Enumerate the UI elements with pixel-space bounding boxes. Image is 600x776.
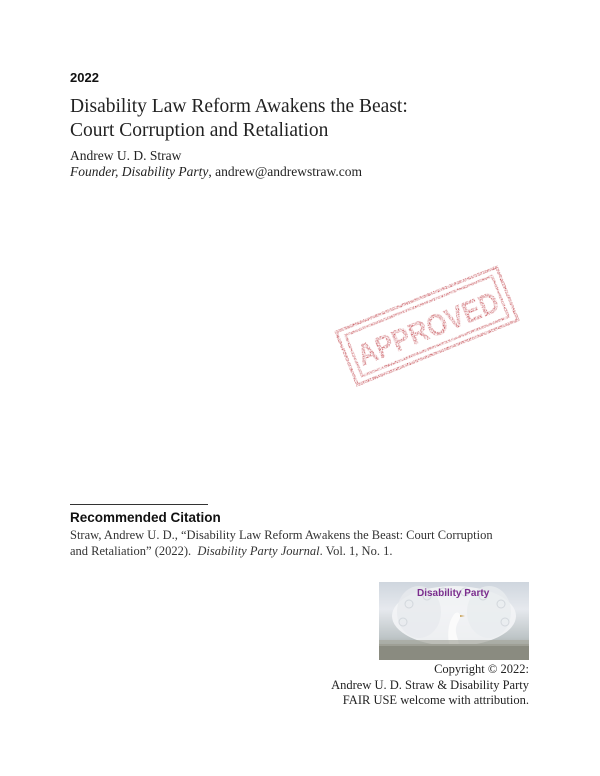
author-name: Andrew U. D. Straw bbox=[70, 148, 182, 163]
citation-text bbox=[70, 527, 540, 559]
citation-divider bbox=[70, 504, 208, 505]
citation-line-2-suffix: . Vol. 1, No. 1. bbox=[319, 544, 393, 558]
copyright-line-1: Copyright © 2022: bbox=[434, 662, 529, 676]
stamp-text: APPROVED bbox=[351, 275, 527, 373]
copyright-line-3: FAIR USE welcome with attribution. bbox=[342, 693, 529, 707]
citation-line-2 bbox=[70, 543, 540, 559]
affiliation-role: Founder, Disability Party bbox=[70, 164, 209, 179]
approved-stamp bbox=[327, 256, 527, 396]
copyright-notice bbox=[300, 662, 529, 709]
author-affiliation bbox=[70, 164, 362, 180]
title-line-2: Court Corruption and Retaliation bbox=[70, 120, 329, 141]
publication-year: 2022 bbox=[70, 70, 99, 85]
citation-heading: Recommended Citation bbox=[70, 510, 221, 525]
copyright-line-2: Andrew U. D. Straw & Disability Party bbox=[331, 677, 529, 692]
disability-party-logo bbox=[379, 582, 529, 660]
logo-label: Disability Party bbox=[417, 588, 490, 599]
journal-name: Disability Party Journal bbox=[197, 544, 320, 558]
citation-line-2-prefix: and Retaliation” (2022). bbox=[70, 544, 198, 558]
title-line-1: Disability Law Reform Awakens the Beast: bbox=[70, 96, 408, 117]
citation-line-1: Straw, Andrew U. D., “Disability Law Reform Awakens the Beast: Court Corruption bbox=[70, 528, 493, 542]
author-email: , andrew@andrewstraw.com bbox=[208, 164, 362, 179]
article-title bbox=[70, 95, 540, 143]
